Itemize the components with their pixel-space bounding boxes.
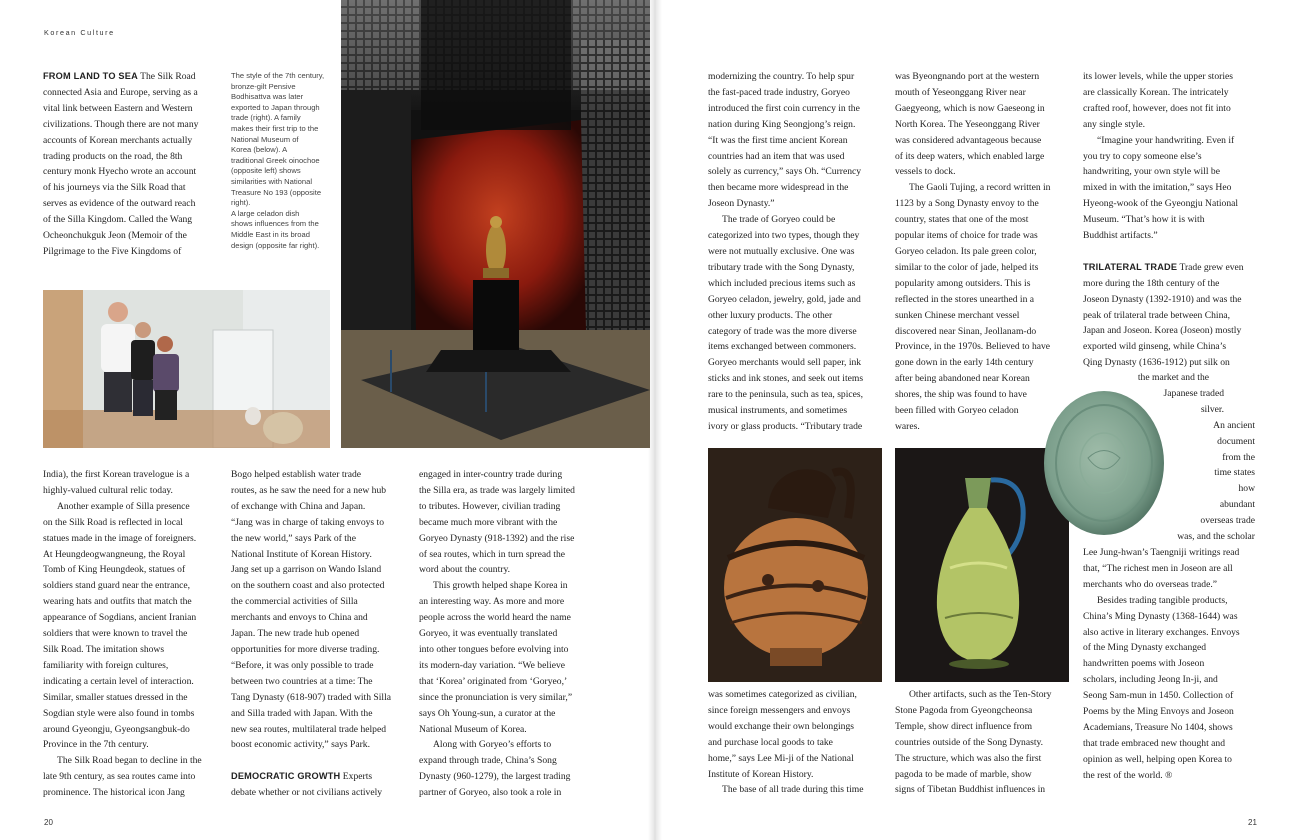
wrap-line: abundant <box>1219 499 1255 511</box>
text-line: the Silla era, as trade was largely limited <box>419 484 575 496</box>
text-line: Similar, smaller statues dressed in the <box>43 691 188 703</box>
text-line: on the Silk Road is reflected in local <box>43 516 183 528</box>
greek-oinochoe-photo <box>708 448 882 682</box>
text-line: sticks and ink stones, and seek out items <box>708 373 864 385</box>
intro-line: serves as evidence of the outward reach <box>43 198 196 210</box>
text-line: The Silk Road began to decline in the <box>57 755 202 767</box>
text-line: the fast-paced trade industry, Goryeo <box>708 86 850 98</box>
text-line: prominence. The historical icon Jang <box>43 787 185 799</box>
caption-line: Korea (below). A <box>231 145 288 155</box>
caption-line: bronze-gilt Pensive <box>231 81 296 91</box>
text-line: Silk Road. The imitation shows <box>43 643 165 655</box>
text-line: reflected in the stores unearthed in a <box>895 293 1035 305</box>
body-column-f-tail <box>1083 545 1263 784</box>
text-line: was considered advantageous because <box>895 134 1042 146</box>
text-line: Besides trading tangible products, <box>1097 594 1228 606</box>
text-line: Poems by the Ming Envoys and Joseon <box>1083 706 1234 718</box>
body-column-f <box>1083 69 1263 371</box>
text-line: appearance of Sogdians, ancient Iranian <box>43 612 197 624</box>
body-column-e-bottom <box>895 687 1075 798</box>
caption-line: The style of the 7th century, <box>231 71 325 80</box>
text-line: were not mutually exclusive. One was <box>708 245 855 257</box>
text-line: familiarity with foreign cultures, <box>43 659 169 671</box>
text-line: highly-valued cultural relic today. <box>43 484 173 496</box>
text-line: you try to copy someone else’s <box>1083 150 1202 162</box>
text-line: into other tongues before evolving into <box>419 643 569 655</box>
text-line: that ‘Korea’ originated from ‘Goryeo,’ <box>419 675 568 687</box>
wrap-line: Japanese traded <box>1163 387 1224 399</box>
text-line: merchants and envoys to China and <box>231 612 368 624</box>
text-line: Dynasty (960-1279), the largest trading <box>419 771 571 783</box>
text-line: countries outside of the Song Dynasty. <box>895 736 1044 748</box>
text-line: merchants who do overseas trade.” <box>1083 578 1217 590</box>
intro-line: Pilgrimage to the Five Kingdoms of <box>43 245 182 257</box>
text-line: wares. <box>895 420 920 432</box>
text-line: National Institute of Korean History. <box>231 548 372 560</box>
intro-line: of his journeys via the Silk Road that <box>43 182 186 194</box>
caption-line: (opposite left) shows <box>231 166 301 176</box>
text-line: National Museum of Korea. <box>419 723 527 735</box>
text-line: soldiers that were known to travel the <box>43 628 188 640</box>
text-line: Goryeo Dynasty (918-1392) and the rise <box>419 532 575 544</box>
page-number-left: 20 <box>44 818 53 827</box>
text-line: then became more widespread in the <box>708 182 849 194</box>
text-line: partner of Goryeo, also took a role in <box>419 787 562 799</box>
wrap-line: overseas trade <box>1200 515 1255 527</box>
text-line: on the southern coast and also protected <box>231 580 385 592</box>
caption-line: exported to Japan through <box>231 102 320 112</box>
text-line: Province in the 7th century. <box>43 739 149 751</box>
text-line: mixed in with the imitation,” says Heo <box>1083 182 1232 194</box>
text-line: expand through trade, China’s Song <box>419 755 557 767</box>
text-line: nation during King Seongjong’s reign. <box>708 118 856 130</box>
text-line: “Before, it was only possible to trade <box>231 659 374 671</box>
text-line: Bogo helped establish water trade <box>231 469 362 480</box>
wrap-line: silver. <box>1200 403 1224 415</box>
text-line: says Oh Young-sun, a curator at the <box>419 707 556 719</box>
text-line: other luxury products. The other <box>708 309 833 321</box>
body-column-e-top <box>895 69 1075 435</box>
trilateral-heading-line: TRILATERAL TRADE Trade grew even <box>1083 261 1244 273</box>
text-line: people across the world heard the name <box>419 612 571 624</box>
intro-block <box>43 69 233 260</box>
text-line: Goryeo celadon, jewelry, gold, jade and <box>708 293 861 305</box>
text-line: was sometimes categorized as civilian, <box>708 689 857 700</box>
text-line: Goryeo merchants would sell paper, ink <box>708 357 862 369</box>
text-line: mouth of Yeseonggang River near <box>895 86 1026 98</box>
text-line: would exchange their own belongings <box>708 720 855 732</box>
intro-heading: FROM LAND TO SEA <box>43 71 138 81</box>
text-line: Temple, show direct influence from <box>895 720 1033 732</box>
text-line: Seong Sam-mun in 1450. Collection of <box>1083 690 1234 702</box>
photo-caption <box>231 71 341 251</box>
text-line: Goryeo, it was eventually translated <box>419 628 558 640</box>
text-line: 1123 by a Song Dynasty envoy to the <box>895 198 1039 210</box>
body-column-a <box>43 467 223 801</box>
wrap-line: the market and the <box>1137 372 1209 383</box>
democratic-heading-line: DEMOCRATIC GROWTH Experts <box>231 771 373 783</box>
wrap-line: from the <box>1222 451 1255 463</box>
text-line: Joseon Dynasty.” <box>708 198 775 210</box>
caption-line: design (opposite far right). <box>231 240 320 250</box>
text-line: crafted roof, however, does not fit into <box>1083 102 1231 114</box>
text-line: Academians, Treasure No 1404, shows <box>1083 721 1233 733</box>
text-line: any single style. <box>1083 118 1146 130</box>
body-column-c <box>419 467 599 801</box>
text-line: gone down in the early 14th century <box>895 357 1034 369</box>
intro-line-0: FROM LAND TO SEA The Silk Road <box>43 71 196 82</box>
text-line: “Jang was in charge of taking envoys to <box>231 516 385 528</box>
text-line: Another example of Silla presence <box>57 500 190 512</box>
text-line: Goryeo celadon. Its pale green color, <box>895 245 1037 257</box>
text-line: handwriting, your own style will be <box>1083 166 1220 178</box>
text-line: scholars, including Jeong In-ji, and <box>1083 674 1218 686</box>
text-line: The structure, which was also the first <box>895 752 1042 764</box>
intro-line: civilizations. Though there are not many <box>43 118 199 130</box>
text-line: Japan. The new trade hub opened <box>231 628 360 640</box>
text-line: Lee Jung-hwan’s Taengniji writings read <box>1083 547 1240 558</box>
text-line: engaged in inter-country trade during <box>419 469 563 480</box>
text-line: North Korea. The Yeseonggang River <box>895 118 1040 130</box>
text-line: Hyeong-wook of the Gyeongju National <box>1083 198 1239 210</box>
text-line: opportunities for more diverse trading. <box>231 643 380 655</box>
text-line: handwritten poems with Joseon <box>1083 658 1205 670</box>
text-line: was Byeongnando port at the western <box>895 71 1040 82</box>
text-line: Sogdian style were also found in tombs <box>43 707 195 719</box>
text-line: since the pronunciation is very similar,” <box>419 691 573 703</box>
text-line: introduced the first coin currency in the <box>708 102 860 114</box>
text-line: Japan and Joseon. Korea (Joseon) mostly <box>1083 325 1242 337</box>
text-line: signs of Tibetan Buddhist influences in <box>895 784 1046 796</box>
trilateral-heading: TRILATERAL TRADE <box>1083 261 1178 272</box>
text-line: tributary trade with the Song Dynasty, <box>708 261 855 273</box>
text-line: Tang Dynasty (618-907) traded with Silla <box>231 691 391 703</box>
text-line: items exchanged between commoners. <box>708 341 857 353</box>
text-line: between two countries at a time: The <box>231 675 373 687</box>
caption-line: A large celadon dish <box>231 208 300 218</box>
text-line: The trade of Goryeo could be <box>722 214 836 226</box>
text-line: boost economic activity,” says Park. <box>231 739 370 751</box>
text-line: been filled with Goryeo celadon <box>895 405 1019 417</box>
text-line: its modern-day variation. “We believe <box>419 659 566 671</box>
body-column-d-top <box>708 69 888 435</box>
text-line: an interesting way. As more and more <box>419 596 565 608</box>
text-line: solely as currency,” says Oh. “Currency <box>708 166 862 178</box>
wrap-line: was, and the scholar <box>1177 531 1255 543</box>
wrap-line: time states <box>1214 467 1255 479</box>
text-line: The base of all trade during this time <box>722 784 864 796</box>
text-line: opinion as well, helping open Korea to <box>1083 753 1232 765</box>
text-spacer <box>1083 244 1263 260</box>
wrap-line: An ancient <box>1213 419 1255 431</box>
intro-line: vital link between Eastern and Western <box>43 102 193 114</box>
text-line: more during the 18th century of the <box>1083 277 1220 289</box>
text-line: Institute of Korean History. <box>708 768 814 780</box>
text-line: to tributes. However, civilian trading <box>419 500 561 512</box>
text-line: China’s Ming Dynasty (1368-1644) was <box>1083 610 1238 622</box>
text-line: the new world,” says Park of the <box>231 532 356 544</box>
text-line: late 9th century, as sea routes came into <box>43 771 196 783</box>
intro-line: century monk Hyecho wrote an account <box>43 166 197 178</box>
text-line: Qing Dynasty (1636-1912) put silk on <box>1083 357 1230 369</box>
text-line: of the Ming Dynasty exchanged <box>1083 642 1207 654</box>
text-line: Joseon Dynasty (1392-1910) and was the <box>1083 293 1242 305</box>
text-line: sunken Chinese merchant vessel <box>895 309 1020 321</box>
text-line: similar to the color of jade, helped its <box>895 261 1039 273</box>
text-line: indicating a certain level of interaction. <box>43 675 194 687</box>
text-line: statues made in the image of foreigners. <box>43 532 197 544</box>
text-line: and Silla traded with Japan. With the <box>231 707 373 719</box>
text-line: Stone Pagoda from Gyeongcheonsa <box>895 704 1033 716</box>
celadon-dish-photo <box>1043 388 1165 538</box>
text-line: peak of trilateral trade between China, <box>1083 309 1231 321</box>
text-line: ivory or glass products. “Tributary trade <box>708 420 863 432</box>
text-line: Gaegyeong, which is now Gaeseong in <box>895 102 1045 114</box>
text-line: Other artifacts, such as the Ten-Story <box>909 689 1052 700</box>
intro-line: accounts of Korean merchants actually <box>43 134 193 146</box>
caption-line: Middle East in its broad <box>231 229 310 239</box>
text-line: category of trade was the more diverse <box>708 325 857 337</box>
text-line: became much more vibrant with the <box>419 516 558 528</box>
text-line: routes, as he saw the need for a new hub <box>231 484 387 496</box>
text-line: This growth helped shape Korea in <box>433 580 568 592</box>
body-column-d-bottom <box>708 687 888 798</box>
text-line: rare to the peninsula, such as tea, spices, <box>708 389 864 401</box>
text-line: new sea routes, multilateral trade helped <box>231 723 387 735</box>
text-line: wearing hats and outfits that match the <box>43 596 192 608</box>
text-line: are classically Korean. The intricately <box>1083 86 1229 98</box>
greek-oinochoe-image <box>708 448 882 682</box>
text-line: Jang set up a garrison on Wando Island <box>231 564 382 576</box>
text-line: countries had an item that was used <box>708 150 845 162</box>
text-line: country, states that one of the most <box>895 214 1029 226</box>
text-line: also active in literary exchanges. Envoys <box>1083 626 1240 638</box>
caption-line: right). <box>231 198 251 208</box>
text-line: The Gaoli Tujing, a record written in <box>909 182 1051 194</box>
text-line: the rest of the world. ® <box>1083 769 1173 781</box>
text-line: that, “The richest men in Joseon are all <box>1083 562 1233 574</box>
text-line: vessels to dock. <box>895 166 956 178</box>
text-line: Along with Goryeo’s efforts to <box>433 739 552 751</box>
democratic-heading: DEMOCRATIC GROWTH <box>231 771 341 782</box>
text-line: popular items of choice for trade was <box>895 230 1038 242</box>
wrap-line: how <box>1238 483 1255 495</box>
text-spacer <box>231 753 411 769</box>
text-line: India), the first Korean travelogue is a <box>43 469 190 480</box>
text-line: At Heungdeogwangneung, the Royal <box>43 548 186 560</box>
text-line: popularity among outsiders. This is <box>895 277 1031 289</box>
caption-line: traditional Greek oinochoe <box>231 155 320 165</box>
text-line: of sea routes, which in turn spread the <box>419 548 565 560</box>
intro-line: of the Silla Kingdom. Called the Wang <box>43 214 193 226</box>
text-line: categorized into two types, though they <box>708 230 860 242</box>
text-line: pagoda to be made of marble, show <box>895 768 1032 780</box>
caption-line: Treasure No 193 (opposite <box>231 187 322 197</box>
caption-line: trade (right). A family <box>231 113 301 123</box>
intro-line: trading products on the road, the 8th <box>43 150 183 162</box>
caption-line: similarities with National <box>231 176 313 186</box>
family-museum-photo <box>43 290 330 448</box>
text-line: Province, in the 1970s. Believed to have <box>895 341 1051 353</box>
text-line: debate whether or not civilians actively <box>231 787 383 799</box>
section-kicker: Korean Culture <box>44 28 115 37</box>
text-line: exported wild ginseng, while China’s <box>1083 341 1227 353</box>
text-line: Museum. “That’s how it is with <box>1083 214 1205 226</box>
text-line: after being abandoned near Korean <box>895 373 1030 385</box>
page-gutter <box>648 0 662 840</box>
family-museum-image <box>43 290 330 448</box>
wrap-line: document <box>1217 435 1255 447</box>
text-line: musical instruments, and sometimes <box>708 405 848 417</box>
text-line: the commercial activities of Silla <box>231 596 358 608</box>
celadon-dish-image <box>1043 388 1165 538</box>
body-column-b <box>231 467 411 801</box>
bodhisattva-exhibit-image <box>341 0 650 448</box>
text-line: shores, the ship was found to have <box>895 389 1027 401</box>
text-line: and purchase local goods to take <box>708 736 833 748</box>
text-line: that trade embraced new thought and <box>1083 737 1225 749</box>
bodhisattva-exhibit-photo <box>341 0 650 448</box>
text-line: its lower levels, while the upper stories <box>1083 71 1234 82</box>
text-line: of its deep waters, which enabled large <box>895 150 1045 162</box>
text-line: since foreign messengers and envoys <box>708 704 851 716</box>
text-line: word about the country. <box>419 564 511 576</box>
caption-line: National Museum of <box>231 134 299 144</box>
caption-line: shows influences from the <box>231 219 319 229</box>
text-line: which included precious items such as <box>708 277 856 289</box>
text-line: modernizing the country. To help spur <box>708 71 855 82</box>
text-line: Buddhist artifacts.” <box>1083 230 1158 242</box>
caption-line: makes their first trip to the <box>231 123 319 133</box>
caption-line: Bodhisattva was later <box>231 92 304 102</box>
page-number-right: 21 <box>1248 818 1257 827</box>
text-line: “Imagine your handwriting. Even if <box>1097 134 1235 146</box>
text-line: home,” says Lee Mi-ji of the National <box>708 752 854 764</box>
text-line: discovered near Sinan, Jeollanam-do <box>895 325 1037 337</box>
text-line: around Gyeongju, Gyeongsangbuk-do <box>43 723 190 735</box>
intro-line: Ocheonchukguk Jeon (Memoir of the <box>43 230 187 242</box>
text-line: of exchange with China and Japan. <box>231 500 366 512</box>
text-line: soldiers stand guard near the entrance, <box>43 580 191 592</box>
text-line: “It was the first time ancient Korean <box>708 134 848 146</box>
text-line: Tomb of King Heungdeok, statues of <box>43 564 186 576</box>
intro-line: connected Asia and Europe, serving as a <box>43 86 198 98</box>
